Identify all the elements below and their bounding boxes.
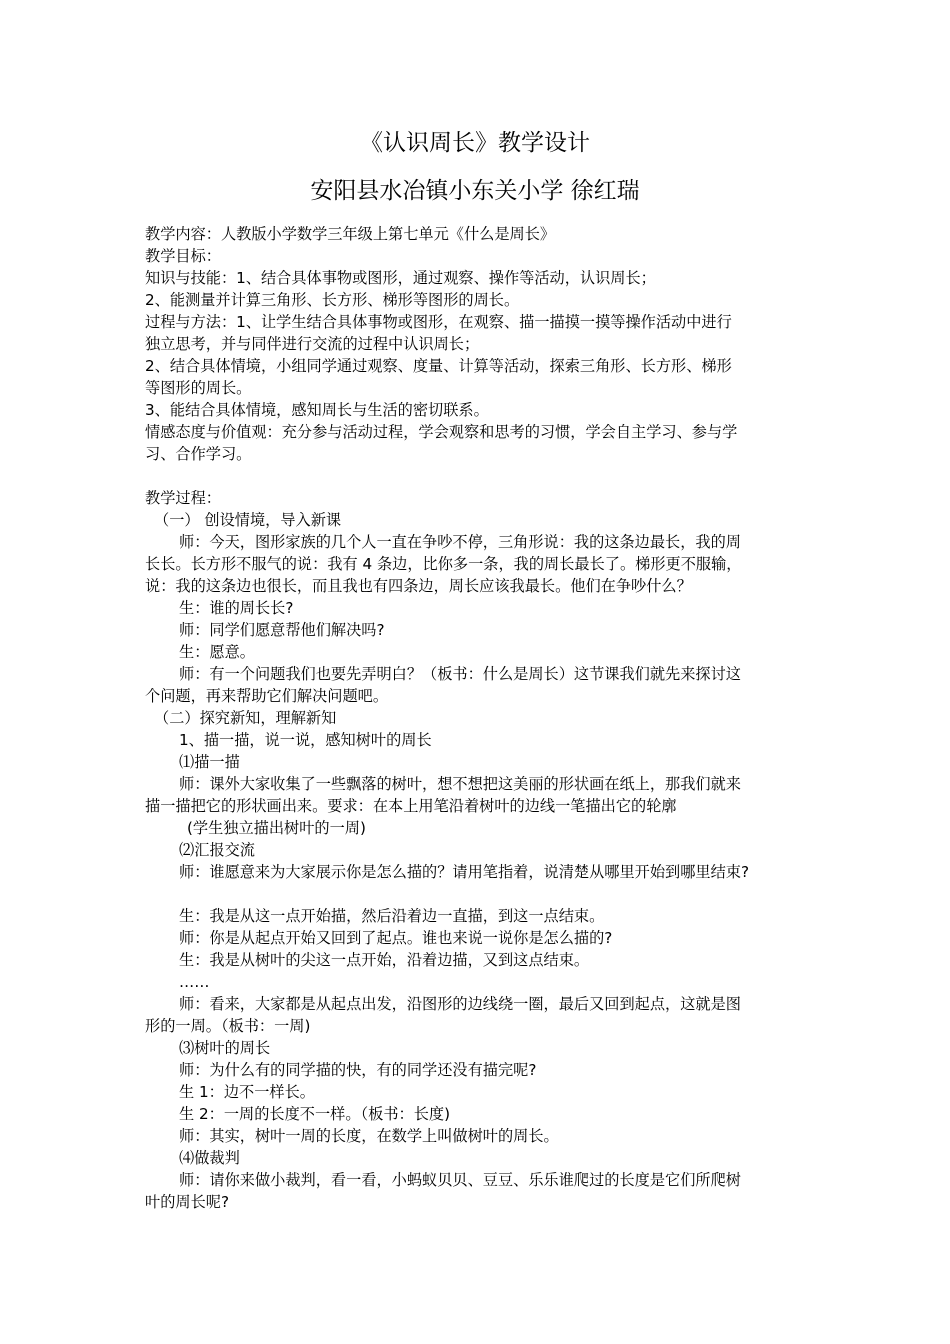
section-heading: （二）探究新知，理解新知 [154,709,337,727]
text-line: 生 2：一周的长度不一样。（板书：长度) [179,1105,451,1123]
document-title: 《认识周长》教学设计 [360,130,590,156]
text-line: 教学过程： [145,489,221,507]
text-line: 说：我的这条边也很长，而且我也有四条边，周长应该我最长。他们在争吵什么？ [145,577,692,595]
text-line: 师：课外大家收集了一些飘落的树叶，想不想把这美丽的形状画在纸上，那我们就来 [179,775,741,793]
text-line: 2、能测量并计算三角形、长方形、梯形等图形的周长。 [145,291,520,309]
text-line: 教学目标： [145,247,221,265]
text-line: 情感态度与价值观：充分参与活动过程，学会观察和思考的习惯，学会自主学习、参与学 [145,423,738,441]
text-line: 过程与方法：1、让学生结合具体事物或图形，在观察、描一描摸一摸等操作活动中进行 [145,313,732,331]
text-line: 3、能结合具体情境，感知周长与生活的密切联系。 [145,401,489,419]
text-line: 师：谁愿意来为大家展示你是怎么描的？请用笔指着，说清楚从哪里开始到哪里结束? [179,863,749,881]
text-line: 等图形的周长。 [145,379,252,397]
text-line: 师：其实，树叶一周的长度，在数学上叫做树叶的周长。 [179,1127,559,1145]
text-line: 师：请你来做小裁判，看一看，小蚂蚁贝贝、豆豆、乐乐谁爬过的长度是它们所爬树 [179,1171,741,1189]
blank-line [145,465,810,487]
text-line: 生：谁的周长长? [179,599,294,617]
text-line: 师：有一个问题我们也要先弄明白？（板书：什么是周长）这节课我们就先来探讨这 [179,665,741,683]
text-line: 生：愿意。 [179,643,255,661]
text-line: 形的一周。（板书：一周) [145,1017,311,1035]
text-line: 独立思考，并与同伴进行交流的过程中认识周长； [145,335,480,353]
document-body [145,223,810,1213]
text-line: …… [179,973,210,991]
text-line: ⑶树叶的周长 [179,1039,271,1057]
section-heading: （一） 创设情境，导入新课 [154,511,342,529]
text-line: 师：看来，大家都是从起点出发，沿图形的边线绕一圈，最后又回到起点，这就是图 [179,995,741,1013]
text-line: ⑵汇报交流 [179,841,255,859]
text-line: 生：我是从这一点开始描，然后沿着边一直描，到这一点结束。 [179,907,605,925]
text-line: 师：同学们愿意帮他们解决吗? [179,621,385,639]
text-line: 1、描一描，说一说，感知树叶的周长 [179,731,432,749]
text-line: ⑷做裁判 [179,1149,240,1167]
text-line: 知识与技能：1、结合具体事物或图形，通过观察、操作等活动，认识周长； [145,269,656,287]
text-line: 叶的周长呢? [145,1193,229,1211]
text-line: ⑴描一描 [179,753,240,771]
text-line: (学生独立描出树叶的一周) [187,819,366,837]
text-line: 师：为什么有的同学描的快，有的同学还没有描完呢? [179,1061,537,1079]
text-line: 个问题，再来帮助它们解决问题吧。 [145,687,388,705]
text-line: 2、结合具体情境，小组同学通过观察、度量、计算等活动，探索三角形、长方形、梯形 [145,357,732,375]
text-line: 习、合作学习。 [145,445,252,463]
text-line: 描一描把它的形状画出来。要求：在本上用笔沿着树叶的边线一笔描出它的轮廓 [145,797,677,815]
text-line: 生：我是从树叶的尖这一点开始，沿着边描，又到这点结束。 [179,951,590,969]
text-line: 师：今天，图形家族的几个人一直在争吵不停，三角形说：我的这条边最长，我的周 [179,533,741,551]
text-line: 师：你是从起点开始又回到了起点。谁也来说一说你是怎么描的? [179,929,613,947]
blank-line [145,883,810,905]
text-line: 教学内容：人教版小学数学三年级上第七单元《什么是周长》 [145,225,556,243]
document-subtitle: 安阳县水冶镇小东关小学 徐红瑞 [310,178,640,204]
text-line: 生 1：边不一样长。 [179,1083,315,1101]
text-line: 长长。长方形不服气的说：我有 4 条边，比你多一条，我的周长最长了。梯形更不服输， [145,555,742,573]
